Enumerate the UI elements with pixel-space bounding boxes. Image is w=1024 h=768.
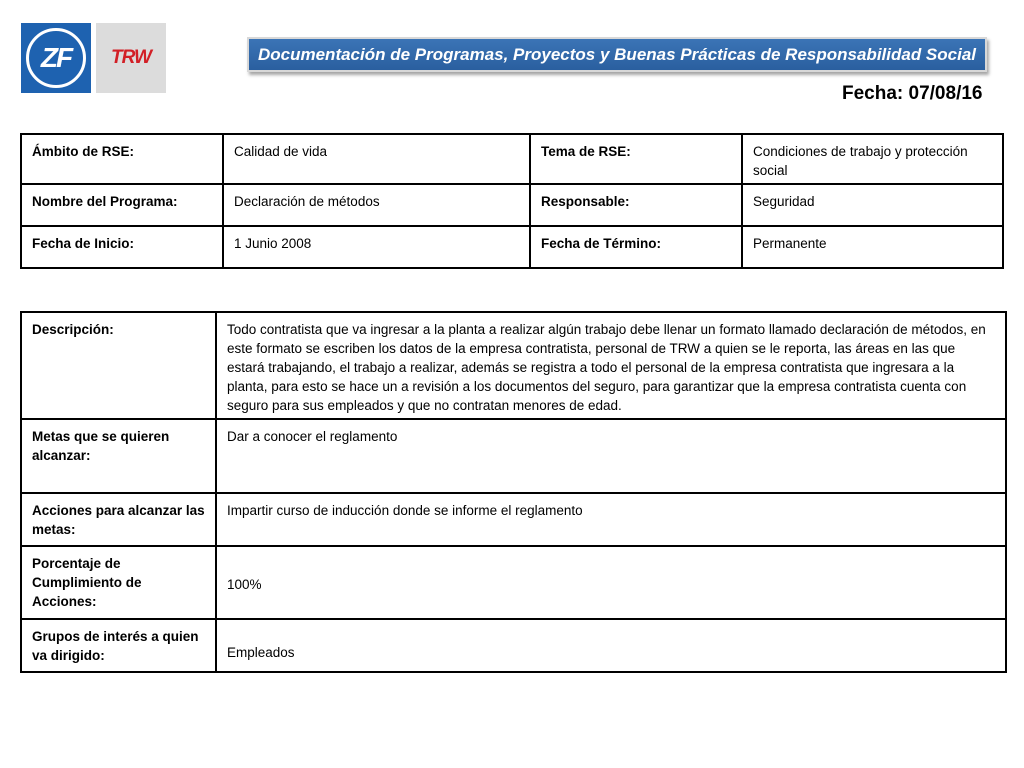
acciones-label: Acciones para alcanzar las metas: <box>21 493 216 546</box>
descripcion-label: Descripción: <box>21 312 216 419</box>
table-row <box>21 546 1006 619</box>
table-row <box>21 493 1006 546</box>
document-date: Fecha: 07/08/16 <box>842 83 983 104</box>
table-row <box>21 312 1006 419</box>
table-row <box>21 619 1006 672</box>
trw-logo <box>96 23 166 93</box>
title-banner <box>247 37 987 72</box>
fecha-termino-label: Fecha de Término: <box>530 226 742 268</box>
metas-label: Metas que se quieren alcanzar: <box>21 419 216 493</box>
program-info-table <box>20 133 1004 269</box>
metas-value: Dar a conocer el reglamento <box>216 419 1006 493</box>
grupos-label: Grupos de interés a quien va dirigido: <box>21 619 216 672</box>
grupos-value: Empleados <box>216 619 1006 672</box>
ambito-value: Calidad de vida <box>223 134 530 184</box>
porcentaje-label: Porcentaje de Cumplimiento de Acciones: <box>21 546 216 619</box>
zf-logo <box>21 23 91 93</box>
tema-value: Condiciones de trabajo y protección social <box>742 134 1003 184</box>
descripcion-value: Todo contratista que va ingresar a la planta a realizar algún trabajo debe llenar un formato llamado declaración de métodos, en este formato se escriben los datos de la empresa contratista, personal de TRW a quien se le reporta, las áreas en las que estará trabajando, el trabajo a realizar, además se registra a todo el personal de la empresa contratista que ingresara a la planta, para esto se hace un a revisión a los documentos del seguro, para garantizar que la empresa contratista cuenta con seguro para sus empleados y que no contratan menores de edad. <box>216 312 1006 419</box>
trw-logo-text: TRW <box>111 47 151 68</box>
fecha-termino-value: Permanente <box>742 226 1003 268</box>
responsable-label: Responsable: <box>530 184 742 226</box>
table-row <box>21 419 1006 493</box>
table-row <box>21 134 1003 184</box>
program-detail-table <box>20 311 1007 673</box>
fecha-inicio-label: Fecha de Inicio: <box>21 226 223 268</box>
nombre-programa-label: Nombre del Programa: <box>21 184 223 226</box>
zf-logo-text: ZF <box>26 28 86 88</box>
table-row <box>21 184 1003 226</box>
responsable-value: Seguridad <box>742 184 1003 226</box>
table-row <box>21 226 1003 268</box>
porcentaje-value: 100% <box>216 546 1006 619</box>
ambito-label: Ámbito de RSE: <box>21 134 223 184</box>
tema-label: Tema de RSE: <box>530 134 742 184</box>
nombre-programa-value: Declaración de métodos <box>223 184 530 226</box>
acciones-value: Impartir curso de inducción donde se informe el reglamento <box>216 493 1006 546</box>
fecha-inicio-value: 1 Junio 2008 <box>223 226 530 268</box>
page-title: Documentación de Programas, Proyectos y Buenas Prácticas de Responsabilidad Social <box>257 44 977 64</box>
